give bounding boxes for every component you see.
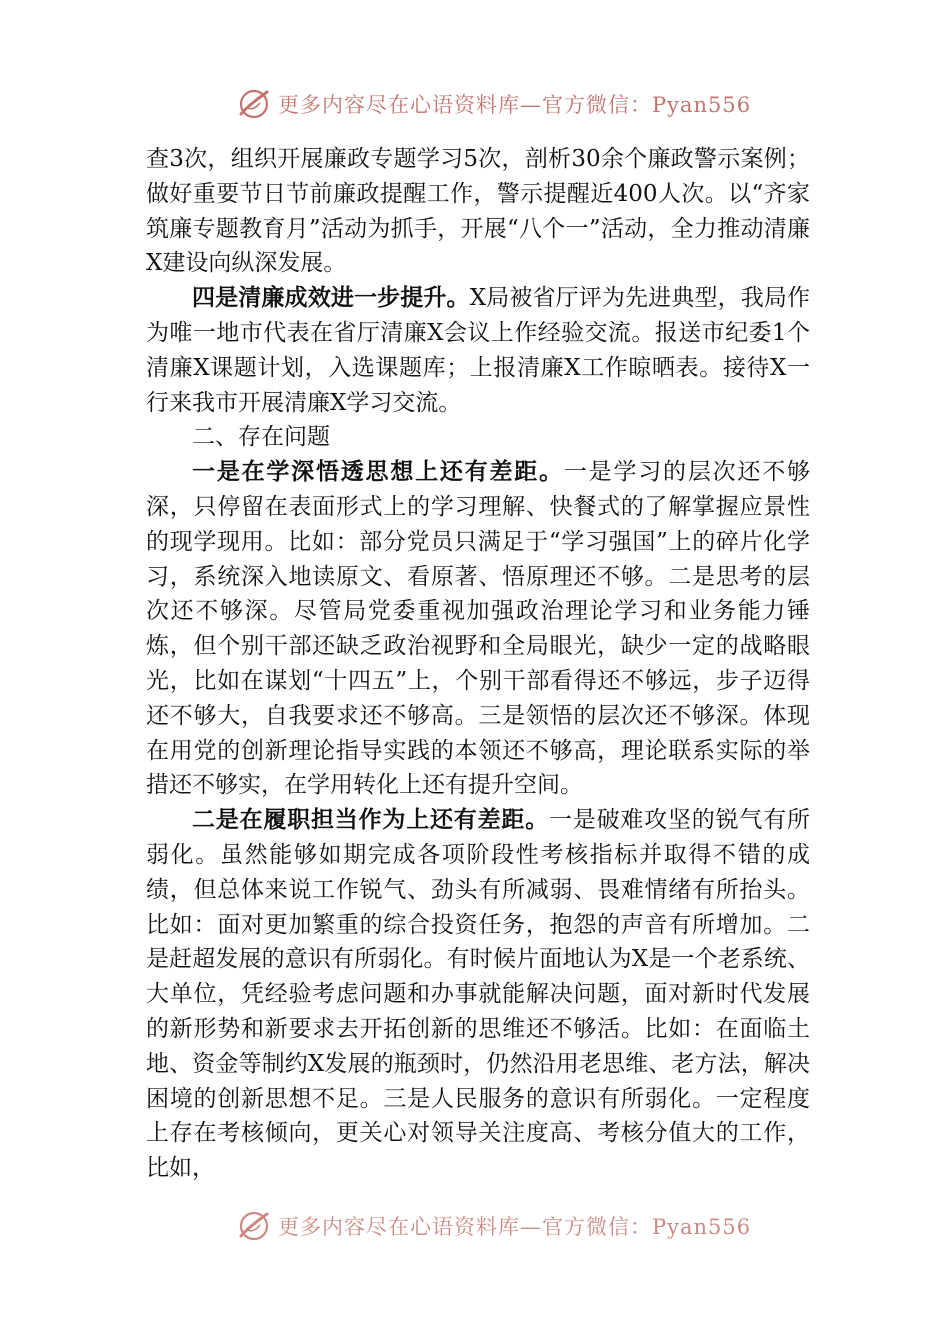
brush-logo-icon [236, 1208, 272, 1244]
paragraph-body: X局被省厅评为先进典型，我局作为唯一地市代表在省厅清廉X会议上作经验交流。报送市纪委1个清廉X课题计划，入选课题库；上报清廉X工作晾晒表。接待X一行来我市开展清廉X学习交流。 [146, 285, 811, 416]
document-body [146, 142, 810, 1186]
watermark-header [236, 84, 751, 124]
section-heading: 二、存在问题 [192, 424, 330, 451]
paragraph-body: 一是学习的层次还不够深，只停留在表面形式上的学习理解、快餐式的了解掌握应景性的现学现用。比如：部分党员只满足于“学习强国”上的碎片化学习，系统深入地读原文、看原著、悟原理还不够。二是思考的层次还不够深。尽管局党委重视加强政治理论学习和业务能力锤炼，但个别干部还缺乏政治视野和全局眼光，缺少一定的战略眼光，比如在谋划“十四五”上，个别干部看得还不够远，步子迈得还不够大，自我要求还不够高。三是领悟的层次还不够深。体现在用党的创新理论指导实践的本领还不够高，理论联系实际的举措还不够实，在学用转化上还有提升空间。 [146, 459, 811, 799]
paragraph [146, 803, 810, 1186]
paragraph-lead: 一是在学深悟透思想上还有差距。 [192, 458, 564, 486]
watermark-footer [236, 1206, 751, 1246]
paragraph-body: 一是破难攻坚的锐气有所弱化。虽然能够如期完成各项阶段性考核指标并取得不错的成绩，但总体来说工作锐气、劲头有所减弱、畏难情绪有所抬头。比如：面对更加繁重的综合投资任务，抱怨的声音有所增加。二是赶超发展的意识有所弱化。有时候片面地认为X是一个老系统、大单位，凭经验考虑问题和办事就能解决问题，面对新时代发展的新形势和新要求去开拓创新的思维还不够活。比如：在面临土地、资金等制约X发展的瓶颈时，仍然沿用老思维、老方法，解决困境的创新思想不足。三是人民服务的意识有所弱化。一定程度上存在考核倾向，更关心对领导关注度高、考核分值大的工作，比如， [146, 807, 811, 1182]
brush-logo-icon [236, 86, 272, 122]
paragraph [146, 455, 810, 803]
watermark-text: 更多内容尽在心语资料库—官方微信：Pyan556 [278, 1215, 752, 1239]
paragraph-lead: 二是在履职担当作为上还有差距。 [192, 806, 549, 834]
paragraph: 查3次，组织开展廉政专题学习5次，剖析30余个廉政警示案例；做好重要节日节前廉政提醒工作，警示提醒近400人次。以“齐家筑廉专题教育月”活动为抓手，开展“八个一”活动，全力推动清廉X建设向纵深发展。 [146, 146, 810, 277]
watermark-text: 更多内容尽在心语资料库—官方微信：Pyan556 [278, 93, 752, 117]
paragraph-lead: 四是清廉成效进一步提升。 [192, 284, 470, 312]
paragraph [146, 281, 810, 420]
